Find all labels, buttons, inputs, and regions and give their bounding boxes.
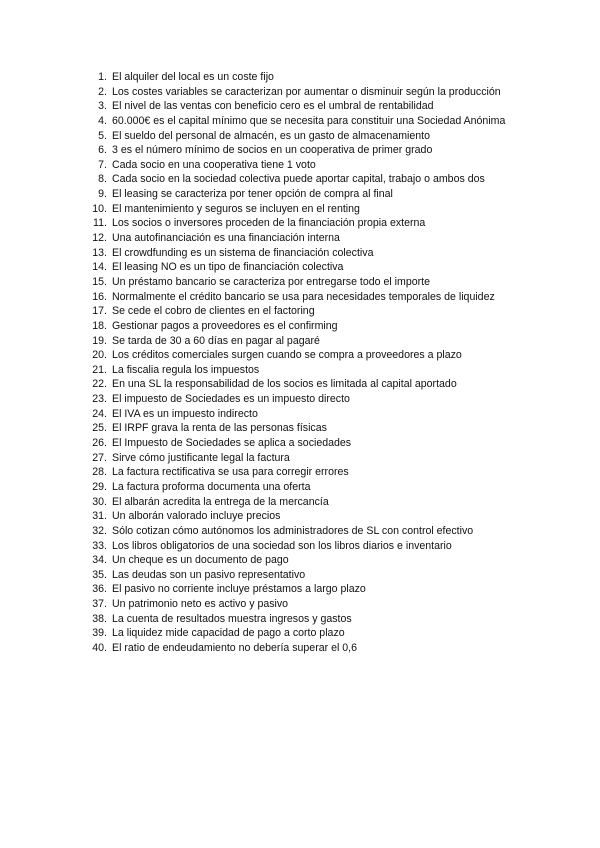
statement-text: El impuesto de Sociedades es un impuesto directo [112,393,350,406]
statement-item [88,114,505,129]
statement-item [88,172,505,187]
statement-number: 11. [93,217,107,230]
statement-number: 8. [98,173,107,186]
statement-item [88,568,505,583]
statement-item [88,641,505,656]
statement-number: 20. [92,349,107,362]
statement-text: Un patrimonio neto es activo y pasivo [112,598,289,611]
statement-item [88,158,505,173]
statement-text: El albarán acredita la entrega de la mercancía [112,495,329,508]
statement-item [88,143,505,158]
statement-number: 10. [92,202,107,215]
statement-number: 15. [92,275,107,288]
statement-item [88,275,505,290]
statement-item [88,597,505,612]
statement-number: 36. [92,583,107,596]
statement-text: Cada socio en una cooperativa tiene 1 voto [112,158,316,171]
statement-number: 21. [92,363,107,376]
statement-text: El Impuesto de Sociedades se aplica a sociedades [112,437,352,450]
statement-item [88,216,505,231]
statement-item [88,85,505,100]
statement-item [88,202,505,217]
statement-number: 29. [92,480,107,493]
statement-item [88,348,505,363]
statement-item [88,612,505,627]
statement-text: La cuenta de resultados muestra ingresos y gastos [112,612,352,625]
statement-number: 37. [92,598,107,611]
statement-number: 17. [92,305,107,318]
statement-number: 22. [92,378,107,391]
statement-text: Cada socio en la sociedad colectiva puede aportar capital, trabajo o ambos dos [112,173,485,186]
statement-text: Gestionar pagos a proveedores es el confirming [112,319,338,332]
statement-number: 3. [98,100,107,113]
statement-text: Los créditos comerciales surgen cuando se compra a proveedores a plazo [112,349,462,362]
statement-item [88,407,505,422]
statement-text: El alquiler del local es un coste fijo [112,71,274,83]
statement-number: 1. [98,71,107,83]
statement-number: 18. [92,319,107,332]
statement-item [88,451,505,466]
statement-text: El nivel de las ventas con beneficio cero es el umbral de rentabilidad [112,100,434,113]
statement-number: 13. [92,246,107,259]
statement-number: 26. [92,437,107,450]
statement-item [88,187,505,202]
statement-item [88,392,505,407]
statement-text: Los libros obligatorios de una sociedad son los libros diarios e inventario [112,539,452,552]
statement-item [88,524,505,539]
statement-text: Las deudas son un pasivo representativo [112,568,306,581]
statement-item [88,465,505,480]
statement-number: 4. [98,114,107,127]
statement-number: 19. [92,334,107,347]
statement-item [88,480,505,495]
statement-text: Un cheque es un documento de pago [112,554,289,567]
statement-text: Normalmente el crédito bancario se usa para necesidades temporales de liquidez [112,290,495,303]
statement-item [88,319,505,334]
statement-item [88,377,505,392]
statement-item [88,495,505,510]
statement-number: 28. [92,466,107,479]
statement-number: 16. [92,290,107,303]
statement-list [88,70,505,656]
statement-number: 14. [92,261,107,274]
statement-text: El leasing se caracteriza por tener opción de compra al final [112,188,393,201]
statement-text: En una SL la responsabilidad de los socios es limitada al capital aportado [112,378,457,391]
statement-item [88,290,505,305]
statement-item [88,260,505,275]
statement-item [88,231,505,246]
statement-text: El leasing NO es un tipo de financiación colectiva [112,261,344,274]
statement-number: 34. [92,554,107,567]
statement-text: Se cede el cobro de clientes en el factoring [112,305,315,318]
statement-item [88,70,505,85]
statement-number: 6. [98,144,107,157]
statement-text: Un préstamo bancario se caracteriza por entregarse todo el importe [112,275,430,288]
statement-item [88,246,505,261]
statement-text: El crowdfunding es un sistema de financiación colectiva [112,246,374,259]
statement-item [88,582,505,597]
statement-text: Los socios o inversores proceden de la financiación propia externa [112,217,426,230]
statement-item [88,553,505,568]
statement-number: 33. [92,539,107,552]
statement-text: Los costes variables se caracterizan por aumentar o disminuir según la producción [112,85,501,98]
statement-number: 12. [92,232,107,245]
statement-item [88,509,505,524]
statement-number: 27. [92,451,107,464]
statement-number: 5. [98,129,107,142]
statement-number: 25. [92,422,107,435]
statement-number: 35. [92,568,107,581]
statement-item [88,363,505,378]
statement-item [88,129,505,144]
statement-number: 9. [98,188,107,201]
statement-item [88,436,505,451]
statement-item [88,421,505,436]
statement-text: El IVA es un impuesto indirecto [112,407,258,420]
statement-item [88,626,505,641]
statement-item [88,99,505,114]
statement-text: Sirve cómo justificante legal la factura [112,451,290,464]
statement-number: 24. [92,407,107,420]
statement-text: El mantenimiento y seguros se incluyen en el renting [112,202,360,215]
statement-number: 40. [92,641,107,654]
statement-text: 60.000€ es el capital mínimo que se necesita para constituir una Sociedad Anónima [112,114,506,127]
statement-text: 3 es el número mínimo de socios en un cooperativa de primer grado [112,144,433,157]
statement-number: 7. [98,158,107,171]
statement-number: 31. [92,510,107,523]
statement-number: 32. [92,524,107,537]
statement-text: El ratio de endeudamiento no debería superar el 0,6 [112,641,358,654]
statement-number: 23. [92,393,107,406]
statement-item [88,539,505,554]
statement-number: 30. [92,495,107,508]
statement-number: 2. [98,85,107,98]
statement-text: Un alborán valorado incluye precios [112,510,281,523]
statement-text: La liquidez mide capacidad de pago a corto plazo [112,627,345,640]
statement-text: Una autofinanciación es una financiación interna [112,232,340,245]
statement-text: Se tarda de 30 a 60 días en pagar al pagaré [112,334,320,347]
statement-text: El pasivo no corriente incluye préstamos a largo plazo [112,583,366,596]
statement-text: El IRPF grava la renta de las personas físicas [112,422,327,435]
statement-text: La factura rectificativa se usa para corregir errores [112,466,349,479]
statement-item [88,334,505,349]
statement-text: La factura proforma documenta una oferta [112,480,311,493]
statement-item [88,304,505,319]
statement-text: La fiscalia regula los impuestos [112,363,260,376]
statement-number: 38. [92,612,107,625]
statement-text: El sueldo del personal de almacén, es un gasto de almacenamiento [112,129,431,142]
statement-text: Sólo cotizan cómo autónomos los administradores de SL con control efectivo [112,524,474,537]
statement-number: 39. [92,627,107,640]
